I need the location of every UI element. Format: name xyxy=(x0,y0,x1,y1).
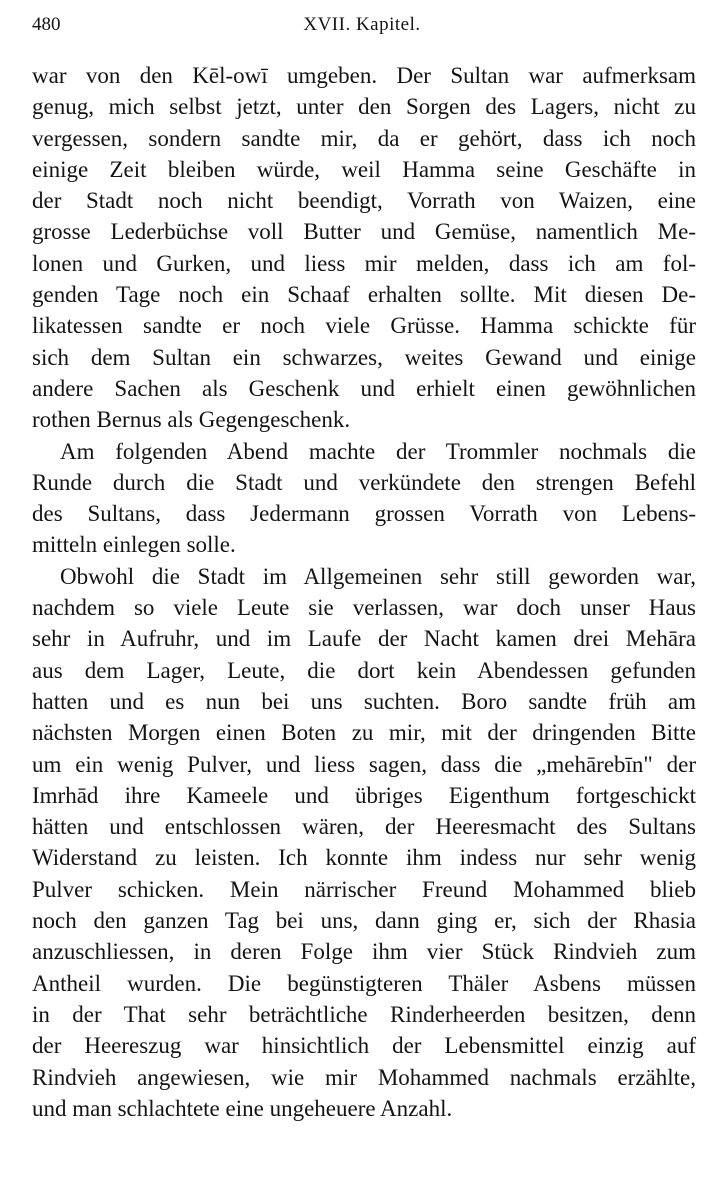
text-line: genug, mich selbst jetzt, unter den Sorgen des Lagers, nicht zu xyxy=(32,94,696,120)
text-line: aus dem Lager, Leute, die dort kein Abendessen gefunden xyxy=(32,657,696,683)
text-line: genden Tage noch ein Schaaf erhalten sollte. Mit diesen De- xyxy=(32,282,696,308)
text-line: hätten und entschlossen wären, der Heeresmacht des Sultans xyxy=(32,814,696,840)
text-line: sehr in Aufruhr, und im Laufe der Nacht kamen drei Mehāra xyxy=(32,626,696,652)
text-line: Obwohl die Stadt im Allgemeinen sehr still geworden war, xyxy=(60,563,696,589)
text-line: lonen und Gurken, und liess mir melden, dass ich am fol- xyxy=(32,250,696,276)
body-text xyxy=(32,60,696,1124)
running-head: XVII. Kapitel. xyxy=(303,14,421,35)
text-line: grosse Lederbüchse voll Butter und Gemüse, namentlich Me- xyxy=(32,219,696,245)
text-line: der Stadt noch nicht beendigt, Vorrath von Waizen, eine xyxy=(32,188,696,214)
text-line: Widerstand zu leisten. Ich konnte ihm indess nur sehr wenig xyxy=(32,845,696,871)
text-line: Rindvieh angewiesen, wie mir Mohammed nachmals erzählte, xyxy=(32,1064,696,1090)
text-line: andere Sachen als Geschenk und erhielt einen gewöhnlichen xyxy=(32,375,696,401)
text-line: nachdem so viele Leute sie verlassen, war doch unser Haus xyxy=(32,595,696,621)
text-line: nächsten Morgen einen Boten zu mir, mit der dringenden Bitte xyxy=(32,720,696,746)
text-line: einige Zeit bleiben würde, weil Hamma seine Geschäfte in xyxy=(32,156,696,182)
text-line: des Sultans, dass Jedermann grossen Vorrath von Lebens- xyxy=(32,501,696,527)
text-line: likatessen sandte er noch viele Grüsse. Hamma schickte für xyxy=(32,313,696,339)
text-line: der Heereszug war hinsichtlich der Lebensmittel einzig auf xyxy=(32,1033,696,1059)
text-line: mitteln einlegen solle. xyxy=(32,532,236,558)
text-line: vergessen, sondern sandte mir, da er gehört, dass ich noch xyxy=(32,125,696,151)
text-line: Pulver schicken. Mein närrischer Freund Mohammed blieb xyxy=(32,876,696,902)
text-line: Am folgenden Abend machte der Trommler nochmals die xyxy=(60,438,696,464)
text-line: um ein wenig Pulver, und liess sagen, dass die „mehārebīn" der xyxy=(32,751,696,777)
text-line: Runde durch die Stadt und verkündete den strengen Befehl xyxy=(32,469,696,495)
text-line: und man schlachtete eine ungeheuere Anzahl. xyxy=(32,1095,453,1121)
text-line: rothen Bernus als Gegengeschenk. xyxy=(32,407,351,433)
text-line: anzuschliessen, in deren Folge ihm vier Stück Rindvieh zum xyxy=(32,939,696,965)
text-line: hatten und es nun bei uns suchten. Boro sandte früh am xyxy=(32,688,696,714)
text-line: Antheil wurden. Die begünstigteren Thäler Asbens müssen xyxy=(32,970,696,996)
page-header xyxy=(32,14,692,44)
text-line: in der That sehr beträchtliche Rinderheerden besitzen, denn xyxy=(32,1001,696,1027)
text-line: noch den ganzen Tag bei uns, dann ging er, sich der Rhasia xyxy=(32,908,696,934)
page-number: 480 xyxy=(32,14,61,35)
text-line: Imrhād ihre Kameele und übriges Eigenthum fortgeschickt xyxy=(32,782,696,808)
text-line: sich dem Sultan ein schwarzes, weites Gewand und einige xyxy=(32,344,696,370)
text-line: war von den Kēl-owī umgeben. Der Sultan war aufmerksam xyxy=(32,63,696,88)
